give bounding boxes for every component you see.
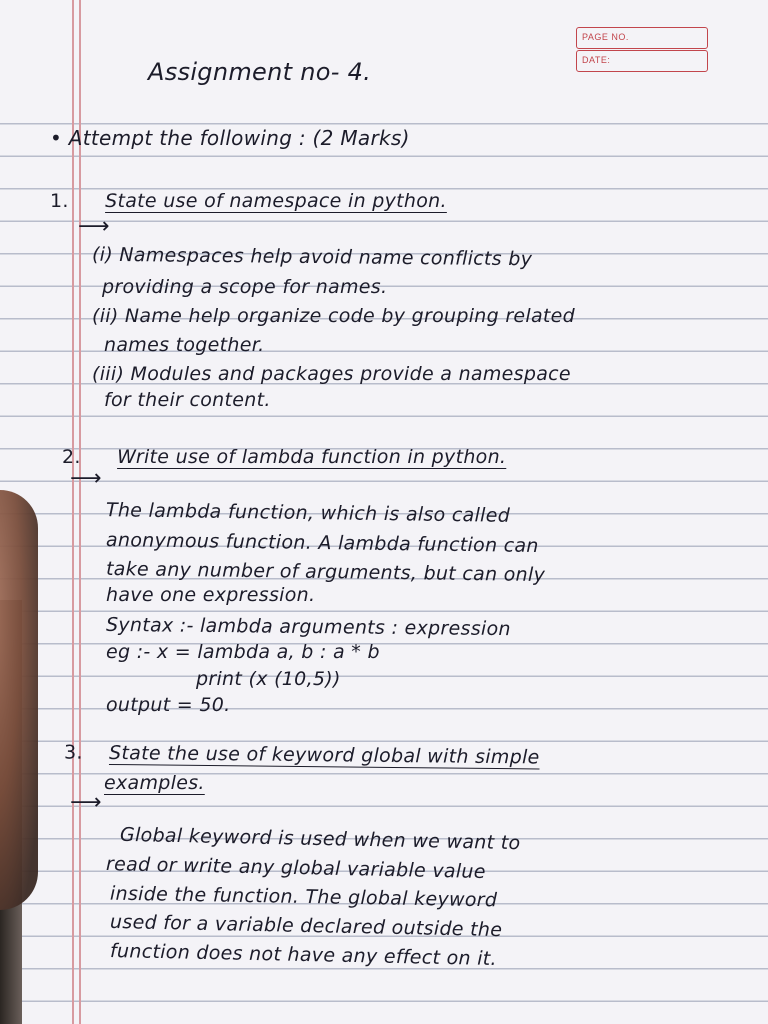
question-number: 1. [50, 190, 69, 212]
question-2 [62, 446, 506, 468]
question-text: State use of namespace in python. [105, 190, 447, 212]
answer-line: names together. [104, 334, 265, 356]
answer-line: have one expression. [106, 584, 316, 606]
instruction: • Attempt the following : (2 Marks) [50, 126, 410, 150]
answer-line: used for a variable declared outside the [109, 910, 503, 942]
margin-line [72, 0, 74, 1024]
answer-line: inside the function. The global keyword [109, 882, 498, 912]
question-text: Write use of lambda function in python. [117, 446, 507, 468]
answer-line: output = 50. [106, 694, 231, 716]
question-text: State the use of keyword global with simple [108, 741, 540, 769]
question-1 [50, 190, 447, 212]
answer-line: print (x (10,5)) [196, 668, 341, 690]
answer-line: The lambda function, which is also called [105, 499, 511, 527]
thumb [0, 490, 38, 910]
answer-line: for their content. [104, 389, 271, 411]
answer-line: (iii) Modules and packages provide a namespace [92, 363, 571, 385]
answer-line: Global keyword is used when we want to [119, 823, 521, 855]
answer-line: take any number of arguments, but can only [105, 557, 546, 587]
answer-line: (ii) Name help organize code by grouping related [92, 305, 576, 327]
answer-line: read or write any global variable value [105, 853, 486, 883]
answer-line: function does not have any effect on it. [109, 939, 498, 971]
arrow-icon: ⟶ [70, 790, 102, 815]
answer-line: providing a scope for names. [102, 276, 388, 298]
date-box [576, 50, 708, 72]
question-3 [64, 742, 540, 769]
question-number: 3. [63, 741, 83, 764]
arrow-icon: ⟶ [78, 214, 110, 239]
answer-line: (i) Namespaces help avoid name conflicts by [91, 243, 533, 271]
margin-line [79, 0, 81, 1024]
page-no-label: PAGE NO. [582, 32, 629, 42]
question-number: 2. [62, 446, 81, 468]
page-no-box [576, 27, 708, 49]
answer-line: eg :- x = lambda a, b : a * b [106, 641, 380, 663]
answer-line: anonymous function. A lambda function can [105, 528, 539, 558]
assignment-title: Assignment no- 4. [148, 58, 372, 86]
answer-line: Syntax :- lambda arguments : expression [105, 613, 511, 641]
arrow-icon: ⟶ [70, 466, 102, 491]
question-text: examples. [104, 772, 205, 794]
date-label: DATE: [582, 55, 611, 65]
